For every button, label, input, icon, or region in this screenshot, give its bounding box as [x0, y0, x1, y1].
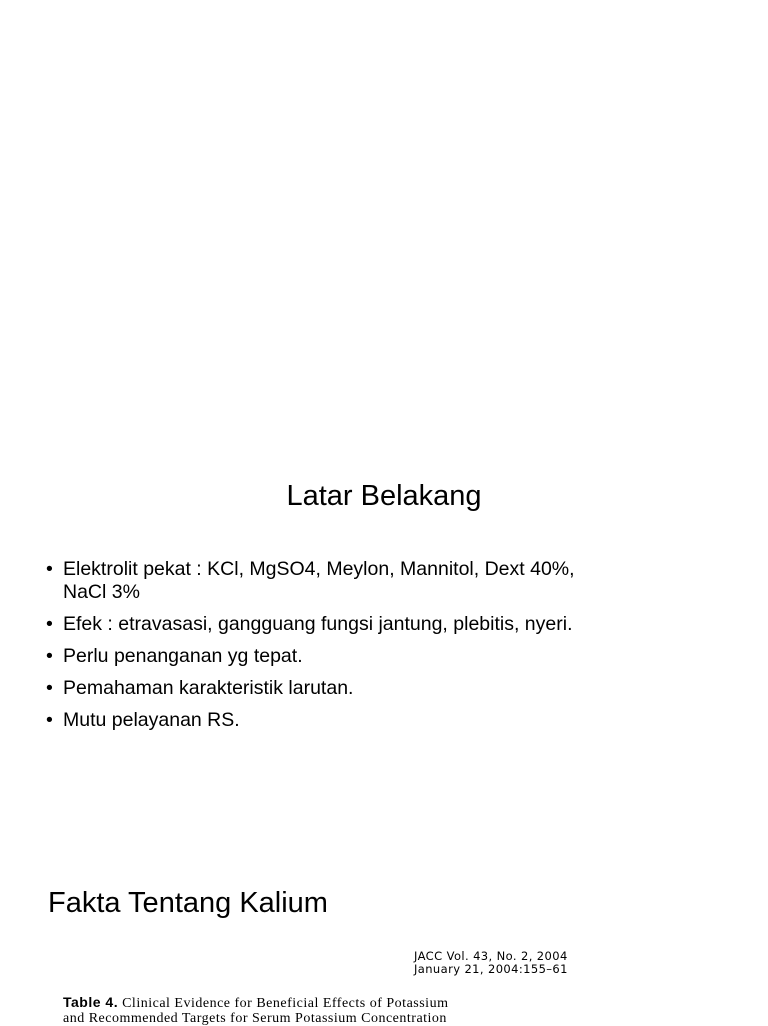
bullet-text: Perlu penanganan yg tepat.	[63, 645, 303, 667]
bullet-item	[46, 677, 606, 700]
bullet-item	[46, 558, 606, 604]
bullet-icon: •	[46, 613, 53, 635]
bullet-item	[46, 709, 606, 732]
citation-line: JACC Vol. 43, No. 2, 2004	[414, 949, 568, 963]
table-caption-text: Clinical Evidence for Beneficial Effects of Potassium	[122, 996, 449, 1011]
bullet-list	[46, 558, 606, 741]
bullet-icon: •	[46, 558, 53, 580]
bullet-text: Efek : etravasasi, gangguang fungsi jantung, plebitis, nyeri.	[63, 613, 573, 635]
bullet-text: Elektrolit pekat : KCl, MgSO4, Meylon, Mannitol, Dext 40%, NaCl 3%	[63, 558, 575, 603]
bullet-icon: •	[46, 709, 53, 731]
table-caption-line: and Recommended Targets for Serum Potassium Concentration	[63, 1011, 447, 1026]
slide-title: Latar Belakang	[286, 480, 482, 512]
bullet-item	[46, 613, 606, 636]
bullet-item	[46, 645, 606, 668]
bullet-icon: •	[46, 677, 53, 699]
bullet-text: Mutu pelayanan RS.	[63, 709, 240, 731]
table-label: Table 4.	[63, 994, 119, 1010]
bullet-text: Pemahaman karakteristik larutan.	[63, 677, 354, 699]
bullet-icon: •	[46, 645, 53, 667]
journal-citation	[414, 950, 568, 976]
table-caption-line	[63, 995, 448, 1011]
citation-line: January 21, 2004:155–61	[414, 962, 568, 976]
table-caption	[63, 995, 448, 1026]
section-title: Fakta Tentang Kalium	[48, 887, 328, 919]
